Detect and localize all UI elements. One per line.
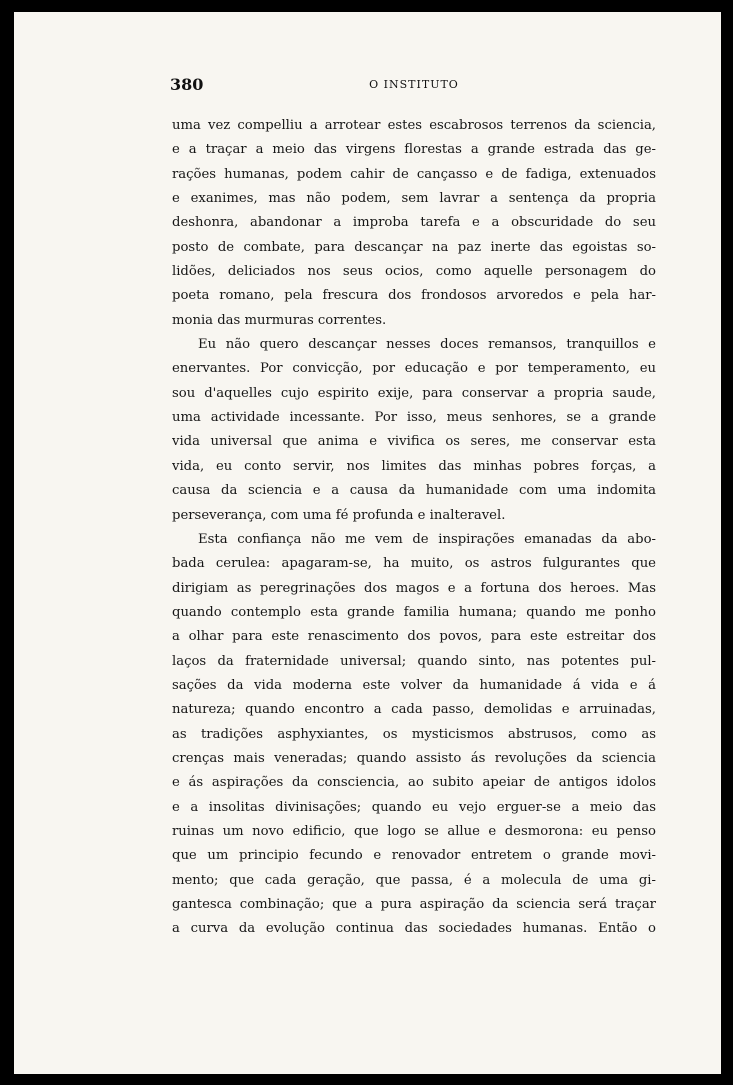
text-line: as tradições asphyxiantes, os mysticismos abstrusos, como as [172, 726, 656, 742]
text-line: causa da sciencia e a causa da humanidade com uma indomita [172, 483, 656, 499]
text-line: dirigiam as peregrinações dos magos e a fortuna dos heroes. Mas [172, 580, 656, 596]
text-line: uma vez compelliu a arrotear estes escabrosos terrenos da sciencia, [172, 118, 656, 133]
text-line: quando contemplo esta grande familia humana; quando me ponho [172, 604, 656, 620]
text-line: e a insolitas divinisações; quando eu vejo erguer-se a meio das [172, 799, 656, 815]
text-line: que um principio fecundo e renovador entretem o grande movi- [172, 848, 656, 864]
text-line: bada cerulea: apagaram-se, ha muito, os astros fulgurantes que [172, 556, 656, 572]
text-line: a curva da evolução continua das sociedades humanas. Então o [172, 921, 656, 937]
text-line: a olhar para este renascimento dos povos, para este estreitar dos [172, 629, 656, 645]
text-line: laços da fraternidade universal; quando sinto, nas potentes pul- [172, 653, 656, 669]
body-text [172, 114, 656, 942]
text-line: gantesca combinação; que a pura aspiração da sciencia será traçar [172, 897, 656, 912]
text-line: e ás aspirações da consciencia, ao subito apeiar de antigos idolos [172, 775, 656, 791]
text-line: rações humanas, podem cahir de cançasso e de fadiga, extenuados [172, 166, 656, 182]
text-line: deshonra, abandonar a improba tarefa e a obscuridade do seu [172, 215, 656, 231]
text-line: natureza; quando encontro a cada passo, demolidas e arruinadas, [172, 702, 656, 718]
text-line: uma actividade incessante. Por isso, meus senhores, se a grande [172, 410, 656, 426]
book-page [14, 12, 721, 1074]
text-line: poeta romano, pela frescura dos frondosos arvoredos e pela har- [172, 288, 656, 304]
text-line: sações da vida moderna este volver da humanidade á vida e á [172, 677, 656, 693]
running-head [170, 75, 658, 97]
text-line: e a traçar a meio das virgens florestas a grande estrada das ge- [172, 142, 656, 158]
page-number: 380 [170, 75, 204, 94]
text-line: posto de combate, para descançar na paz inerte das egoistas so- [172, 239, 656, 255]
paragraph-end-line: perseverança, com uma fé profunda e inalteravel. [172, 507, 506, 523]
text-line: mento; que cada geração, que passa, é a molecula de uma gi- [172, 872, 656, 888]
text-line: vida universal que anima e vivifica os seres, me conservar esta [172, 434, 656, 450]
text-line: crenças mais veneradas; quando assisto ás revoluções da sciencia [172, 750, 656, 766]
text-line: ruinas um novo edificio, que logo se allue e desmorona: eu penso [172, 823, 656, 839]
journal-title: O INSTITUTO [369, 78, 459, 91]
text-line: enervantes. Por convicção, por educação e por temperamento, eu [172, 361, 656, 377]
text-line: sou d'aquelles cujo espirito exije, para conservar a propria saude, [172, 385, 656, 401]
paragraph-start-line: Eu não quero descançar nesses doces remansos, tranquillos e [198, 337, 656, 353]
text-line: lidões, deliciados nos seus ocios, como aquelle personagem do [172, 264, 656, 280]
text-line: e exanimes, mas não podem, sem lavrar a sentença da propria [172, 191, 656, 207]
text-line: vida, eu conto servir, nos limites das minhas pobres forças, a [172, 458, 656, 474]
paragraph-start-line: Esta confiança não me vem de inspirações emanadas da abo- [198, 531, 656, 547]
paragraph-end-line: monia das murmuras correntes. [172, 312, 387, 328]
